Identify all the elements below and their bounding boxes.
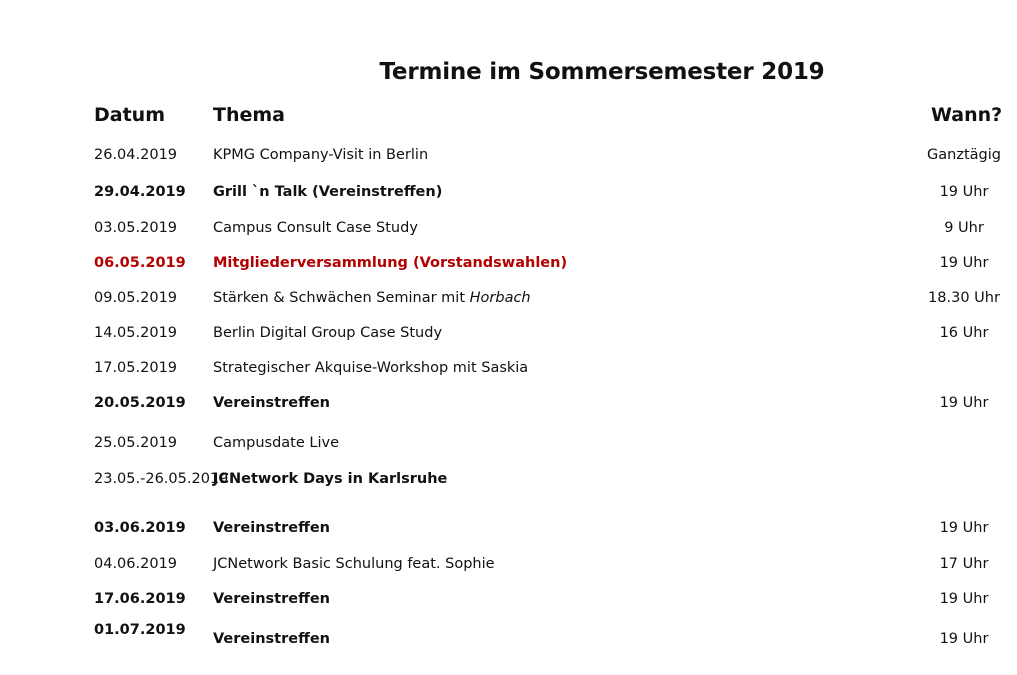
- row-topic: JCNetwork Days in Karlsruhe: [213, 471, 448, 487]
- row-date: 14.05.2019: [94, 325, 178, 341]
- row-date: 26.04.2019: [94, 147, 178, 163]
- column-header-date: Datum: [94, 104, 165, 126]
- row-when: 19 Uhr: [939, 184, 989, 200]
- row-when: 19 Uhr: [939, 631, 989, 647]
- row-date: 20.05.2019: [94, 395, 186, 411]
- row-topic: JCNetwork Basic Schulung feat. Sophie: [213, 556, 495, 572]
- row-when: 19 Uhr: [939, 520, 989, 536]
- row-topic-highlight: Mitgliederversammlung (Vorstandswahlen): [213, 255, 568, 271]
- row-topic-italic: Horbach: [469, 290, 531, 306]
- row-when: 16 Uhr: [939, 325, 989, 341]
- row-date: 23.05.-26.05.2019: [94, 471, 229, 487]
- row-date: 29.04.2019: [94, 184, 186, 200]
- row-date: 25.05.2019: [94, 435, 178, 451]
- row-when: 19 Uhr: [939, 591, 989, 607]
- row-topic: Strategischer Akquise-Workshop mit Saskia: [213, 360, 529, 376]
- row-topic: Vereinstreffen: [213, 395, 330, 411]
- row-date: 17.06.2019: [94, 591, 186, 607]
- row-topic: Vereinstreffen: [213, 591, 330, 607]
- page-title: Termine im Sommersemester 2019: [379, 59, 825, 85]
- row-date: 03.06.2019: [94, 520, 186, 536]
- row-date-highlight: 06.05.2019: [94, 255, 186, 271]
- row-when: 19 Uhr: [939, 395, 989, 411]
- row-when: 17 Uhr: [939, 556, 989, 572]
- column-header-topic: Thema: [213, 104, 285, 126]
- row-when: Ganztägig: [927, 147, 1001, 163]
- row-topic: Berlin Digital Group Case Study: [213, 325, 443, 341]
- row-topic: Vereinstreffen: [213, 520, 330, 536]
- row-topic: [213, 289, 531, 307]
- row-when: 9 Uhr: [944, 220, 984, 236]
- row-date: 17.05.2019: [94, 360, 178, 376]
- row-when: 19 Uhr: [939, 255, 989, 271]
- row-date: 09.05.2019: [94, 290, 178, 306]
- row-topic: Campus Consult Case Study: [213, 220, 418, 236]
- row-topic: Campusdate Live: [213, 435, 339, 451]
- row-topic: Vereinstreffen: [213, 631, 330, 647]
- row-topic-text: Stärken & Schwächen Seminar mit: [213, 290, 470, 306]
- row-date: 01.07.2019: [94, 622, 186, 638]
- row-topic: KPMG Company-Visit in Berlin: [213, 147, 429, 163]
- row-topic: Grill `n Talk (Vereinstreffen): [213, 184, 443, 200]
- row-when: 18.30 Uhr: [928, 290, 1000, 306]
- row-date: 04.06.2019: [94, 556, 178, 572]
- column-header-when: Wann?: [931, 104, 1003, 126]
- row-date: 03.05.2019: [94, 220, 178, 236]
